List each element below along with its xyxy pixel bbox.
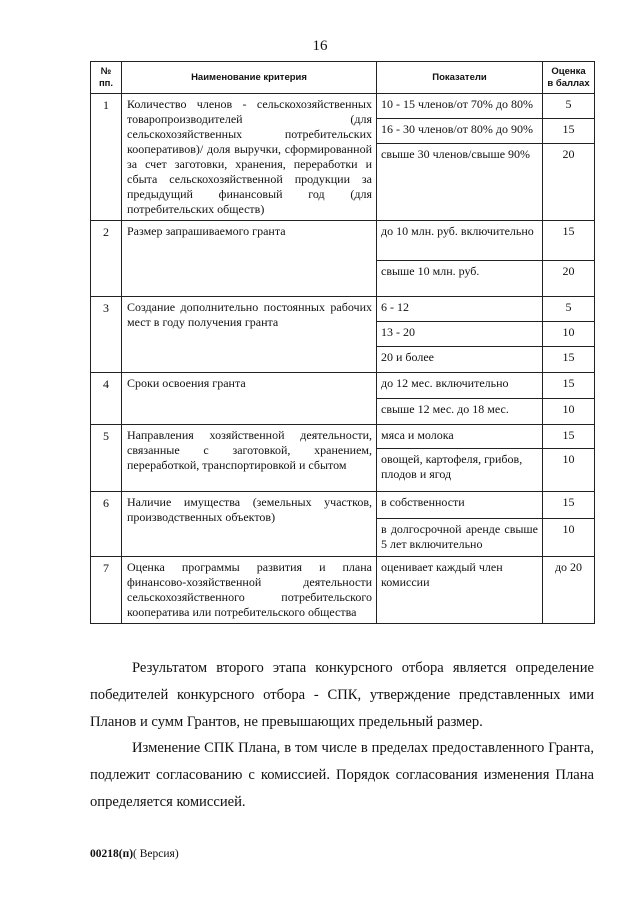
score: 20	[543, 144, 595, 221]
header-indicators: Показатели	[377, 62, 543, 94]
criterion-number: 1	[91, 94, 122, 221]
indicator: в долгосрочной аренде свыше 5 лет включительно	[377, 519, 543, 557]
score: 15	[543, 119, 595, 144]
criterion-number: 6	[91, 492, 122, 557]
table-row	[91, 492, 595, 519]
criteria-table	[90, 61, 595, 624]
criterion-name: Количество членов - сельскохозяйственных товаропроизводителей (для сельскохозяйственных потребительских кооперативов)/ доля выручки, сформированной за счет заготовки, хранения, переработки и сбыта сельскохозяйственной продукции за предыдущий финансовый год (для потребительских обществ)	[122, 94, 377, 221]
document-version: ( Версия)	[133, 848, 179, 860]
score: 10	[543, 519, 595, 557]
table-row	[91, 221, 595, 261]
criterion-name: Размер запрашиваемого гранта	[122, 221, 377, 297]
criterion-number: 4	[91, 373, 122, 425]
criterion-number: 5	[91, 425, 122, 492]
score: 5	[543, 94, 595, 119]
score: 15	[543, 347, 595, 373]
score: 5	[543, 297, 595, 322]
table-row	[91, 94, 595, 119]
indicator: 20 и более	[377, 347, 543, 373]
criterion-name: Наличие имущества (земельных участков, производственных объектов)	[122, 492, 377, 557]
criterion-number: 3	[91, 297, 122, 373]
table-row	[91, 297, 595, 322]
result-paragraph: Результатом второго этапа конкурсного отбора является определение победителей конкурсного отбора - СПК, утверждение представленных ими Планов и сумм Грантов, не превышающих предельный размер.	[90, 660, 594, 730]
table-row	[91, 425, 595, 449]
indicator: 6 - 12	[377, 297, 543, 322]
score: 20	[543, 261, 595, 297]
indicator: 10 - 15 членов/от 70% до 80%	[377, 94, 543, 119]
header-num: № пп.	[91, 62, 122, 94]
table-header-row	[91, 62, 595, 94]
indicator: до 10 млн. руб. включительно	[377, 221, 543, 261]
score: до 20	[543, 557, 595, 624]
criterion-name: Сроки освоения гранта	[122, 373, 377, 425]
criterion-number: 2	[91, 221, 122, 297]
criterion-name: Создание дополнительно постоянных рабочих мест в году получения гранта	[122, 297, 377, 373]
indicator: мяса и молока	[377, 425, 543, 449]
table-row	[91, 557, 595, 624]
indicator: 13 - 20	[377, 322, 543, 347]
criterion-number: 7	[91, 557, 122, 624]
change-paragraph: Изменение СПК Плана, в том числе в пределах предоставленного Гранта, подлежит согласованию с комиссией. Порядок согласования изменения Плана определяется комиссией.	[90, 740, 594, 810]
indicator: овощей, картофеля, грибов, плодов и ягод	[377, 449, 543, 492]
score: 10	[543, 322, 595, 347]
indicator: свыше 30 членов/свыше 90%	[377, 144, 543, 221]
indicator: в собственности	[377, 492, 543, 519]
score: 15	[543, 425, 595, 449]
score: 10	[543, 449, 595, 492]
document-footer	[90, 848, 179, 860]
score: 10	[543, 399, 595, 425]
criterion-name: Направления хозяйственной деятельности, связанные с заготовкой, хранением, переработкой, транспортировкой и сбытом	[122, 425, 377, 492]
indicator: 16 - 30 членов/от 80% до 90%	[377, 119, 543, 144]
indicator: до 12 мес. включительно	[377, 373, 543, 399]
criterion-name: Оценка программы развития и плана финансово-хозяйственной деятельности сельскохозяйственного потребительского кооператива или потребительского общества	[122, 557, 377, 624]
indicator: оценивает каждый член комиссии	[377, 557, 543, 624]
score: 15	[543, 492, 595, 519]
table-row	[91, 373, 595, 399]
header-name: Наименование критерия	[122, 62, 377, 94]
indicator: свыше 10 млн. руб.	[377, 261, 543, 297]
page-number: 16	[312, 38, 328, 54]
score: 15	[543, 373, 595, 399]
indicator: свыше 12 мес. до 18 мес.	[377, 399, 543, 425]
document-code: 00218(п)	[90, 848, 134, 860]
header-score: Оценка в баллах	[543, 62, 595, 94]
score: 15	[543, 221, 595, 261]
